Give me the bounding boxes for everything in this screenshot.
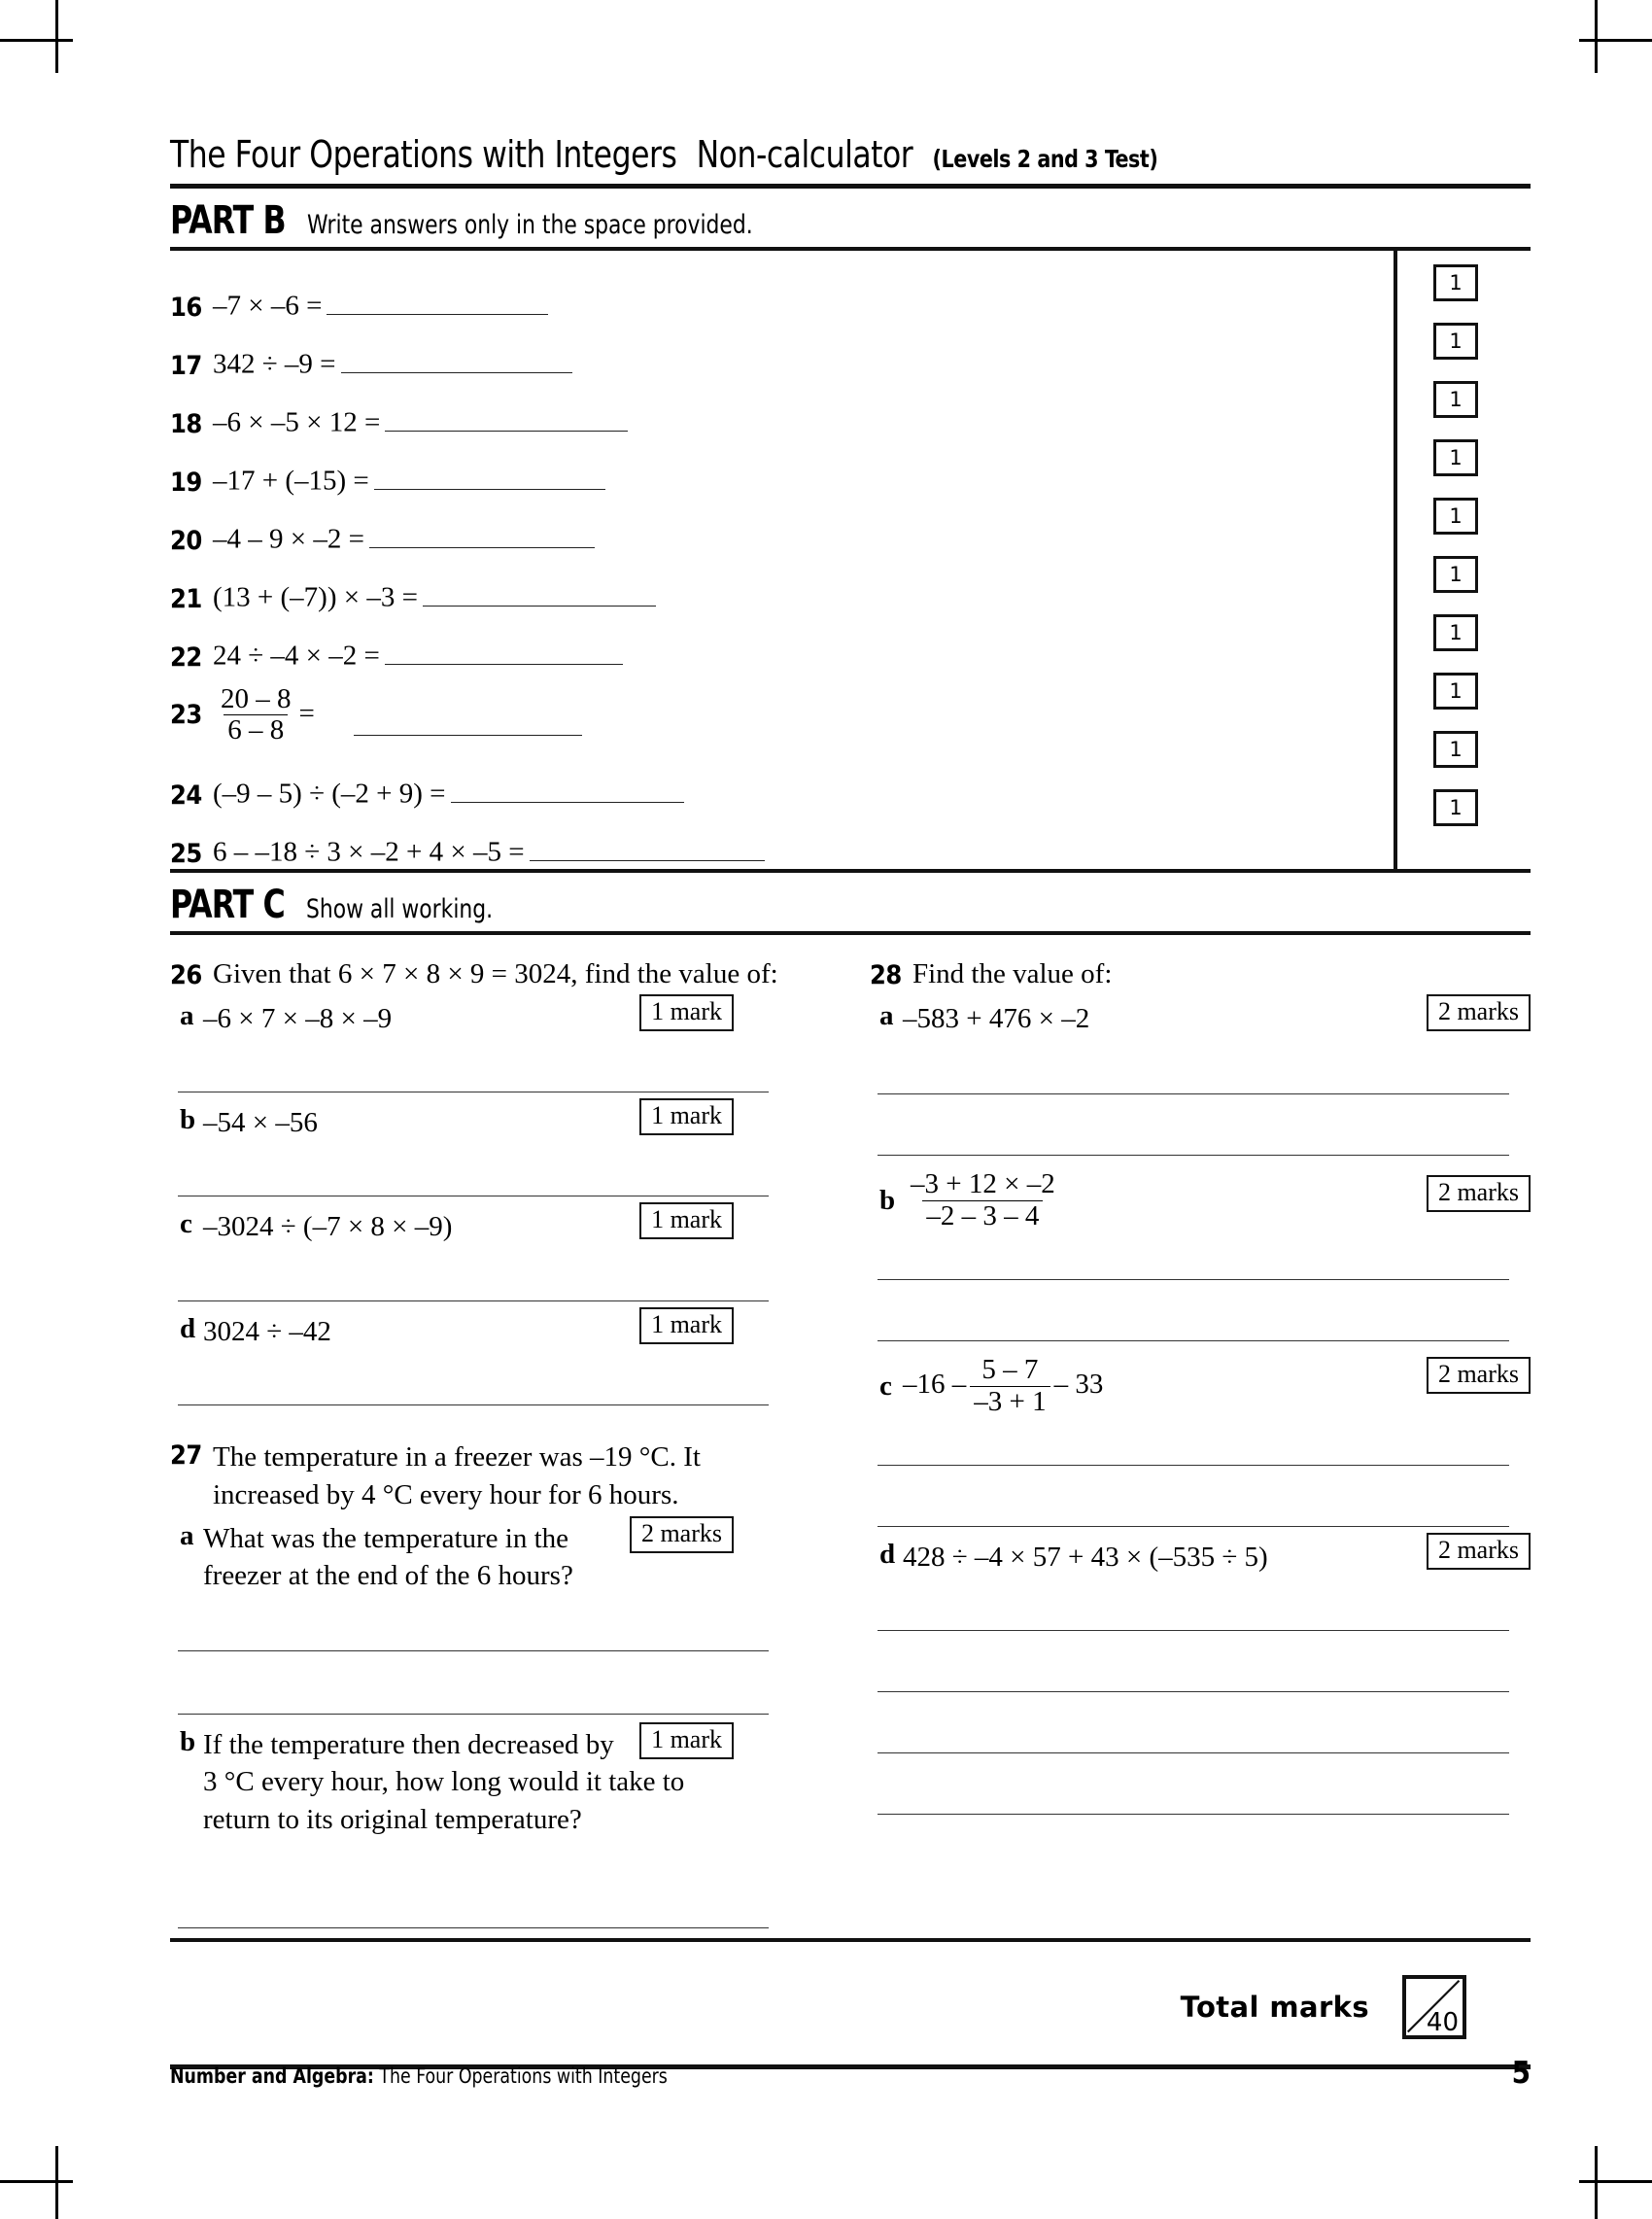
question-number: 24 (170, 780, 202, 811)
fraction (217, 684, 295, 747)
question-number: 26 (170, 959, 202, 990)
part-letter: b (180, 1104, 196, 1136)
mark-box[interactable]: 2 marks (630, 1516, 734, 1553)
question-stem: Find the value of: (912, 957, 1113, 989)
part-letter: c (879, 1370, 892, 1402)
question-28 (870, 958, 1531, 990)
mark-box[interactable]: 2 marks (1427, 1175, 1531, 1212)
answer-line[interactable] (369, 521, 595, 548)
working-line[interactable] (878, 1340, 1509, 1341)
part-c-right-column (870, 945, 1531, 1928)
part-expression: –583 + 476 × –2 (903, 1002, 1090, 1034)
question-26 (170, 958, 831, 990)
question-26-part-a (170, 996, 831, 1037)
working-line[interactable] (878, 1814, 1509, 1815)
fraction-numerator: 5 – 7 (981, 1353, 1039, 1385)
mark-box[interactable]: 1 (1433, 673, 1478, 710)
part-text (203, 1726, 831, 1838)
mark-box[interactable]: 1 (1433, 323, 1478, 360)
answer-line[interactable] (354, 709, 582, 736)
mark-box[interactable]: 1 (1433, 439, 1478, 476)
question-26-part-b (170, 1101, 831, 1141)
fraction-denominator: 6 – 8 (224, 714, 288, 746)
equals-sign: = (298, 697, 315, 729)
question-row (170, 758, 1375, 811)
page-number: 5 (1511, 2056, 1531, 2091)
question-28-part-b (870, 1169, 1531, 1232)
total-marks-label: Total marks (1180, 1991, 1369, 2024)
crop-mark-top-left-vertical (55, 0, 58, 73)
part-expression: 3024 ÷ –42 (203, 1315, 331, 1347)
crop-mark-bottom-left-horizontal (0, 2180, 73, 2183)
question-row (170, 439, 1375, 498)
part-letter: b (180, 1726, 196, 1758)
part-letter: d (180, 1312, 196, 1344)
question-stem: Given that 6 × 7 × 8 × 9 = 3024, find the value of: (213, 957, 778, 989)
question-expression: –6 × –5 × 12 = (213, 404, 628, 439)
question-expression: –4 – 9 × –2 = (213, 521, 595, 556)
question-number: 20 (170, 525, 202, 556)
question-stem-line-2: increased by 4 °C every hour for 6 hours. (213, 1478, 679, 1510)
question-stem-line-1: The temperature in a freezer was –19 °C. It (213, 1440, 701, 1473)
question-28-part-a (870, 996, 1531, 1037)
part-b-mark-column (1433, 264, 1531, 848)
question-27-part-a (170, 1520, 831, 1595)
mark-box[interactable]: 1 mark (639, 1722, 734, 1759)
part-b-question-list (170, 264, 1375, 869)
question-number: 23 (170, 700, 202, 731)
answer-line[interactable] (423, 579, 656, 607)
question-number: 18 (170, 408, 202, 439)
mark-box[interactable]: 2 marks (1427, 994, 1531, 1031)
answer-line[interactable] (530, 834, 765, 861)
part-b-banner (170, 189, 1531, 247)
mark-box[interactable]: 1 (1433, 264, 1478, 301)
question-row (170, 556, 1375, 614)
part-letter: a (879, 999, 894, 1031)
mark-box[interactable]: 1 mark (639, 994, 734, 1031)
part-b-label: PART B (170, 197, 286, 243)
question-row (170, 673, 1375, 758)
title-levels: (Levels 2 and 3 Test) (932, 145, 1158, 173)
question-number: 16 (170, 292, 202, 323)
title-mode: Non-calculator (696, 133, 913, 176)
mark-box[interactable]: 1 (1433, 556, 1478, 593)
page-title (170, 133, 1422, 176)
question-number: 25 (170, 838, 202, 869)
fraction-numerator: –3 + 12 × –2 (911, 1168, 1055, 1200)
question-expression: (–9 – 5) ÷ (–2 + 9) = (213, 776, 684, 811)
question-expression: (13 + (–7)) × –3 = (213, 579, 656, 614)
footer-strand: Number and Algebra: (170, 2064, 374, 2088)
answer-line[interactable] (374, 463, 605, 490)
question-number: 19 (170, 467, 202, 498)
answer-line[interactable] (451, 776, 684, 803)
part-c-instruction: Show all working. (305, 893, 494, 924)
question-number: 17 (170, 350, 202, 381)
working-line[interactable] (178, 1404, 769, 1405)
working-line[interactable] (878, 1630, 1509, 1631)
mark-box[interactable]: 1 (1433, 381, 1478, 418)
working-line[interactable] (178, 1300, 769, 1301)
question-stem (213, 1439, 701, 1514)
question-28-part-d (870, 1535, 1531, 1576)
working-line[interactable] (878, 1691, 1509, 1692)
part-c-banner (170, 873, 1531, 931)
part-expression: –54 × –56 (203, 1107, 318, 1139)
fraction (907, 1169, 1059, 1232)
working-line[interactable] (878, 1465, 1509, 1466)
question-row (170, 498, 1375, 556)
part-letter: c (180, 1208, 192, 1240)
fraction-denominator: –3 + 1 (970, 1386, 1050, 1418)
answer-line[interactable] (385, 638, 623, 665)
question-number: 22 (170, 641, 202, 673)
crop-mark-bottom-right-horizontal (1579, 2180, 1652, 2183)
question-row (170, 381, 1375, 439)
total-marks-box[interactable] (1402, 1975, 1466, 2039)
part-text (203, 1520, 831, 1595)
working-line[interactable] (878, 1526, 1509, 1527)
question-27 (170, 1439, 831, 1514)
part-text-line-3: return to its original temperature? (203, 1803, 582, 1835)
fraction-numerator: 20 – 8 (221, 682, 292, 714)
question-27-part-b (170, 1726, 831, 1838)
footer-topic: The Four Operations with Integers (373, 2064, 668, 2088)
part-b-instruction: Write answers only in the space provided. (306, 209, 753, 240)
mark-box[interactable]: 1 mark (639, 1202, 734, 1239)
working-line[interactable] (878, 1093, 1509, 1094)
expression-prefix: –16 – (903, 1368, 967, 1400)
question-28-part-c (870, 1355, 1531, 1418)
part-expression: –6 × 7 × –8 × –9 (203, 1002, 393, 1034)
working-line[interactable] (878, 1155, 1509, 1156)
answer-line[interactable] (385, 404, 628, 432)
question-expression: –7 × –6 = (213, 288, 548, 323)
part-letter: a (180, 999, 194, 1031)
working-line[interactable] (178, 1650, 769, 1651)
question-row (170, 264, 1375, 323)
working-line[interactable] (878, 1752, 1509, 1753)
title-topic: The Four Operations with Integers (170, 133, 677, 176)
page-footer (170, 2056, 1531, 2091)
question-expression: 24 ÷ –4 × –2 = (213, 638, 623, 673)
question-expression: –17 + (–15) = (213, 463, 605, 498)
part-text-line-2: 3 °C every hour, how long would it take to (203, 1766, 685, 1798)
crop-mark-top-right-vertical (1595, 0, 1598, 73)
question-expression: 342 ÷ –9 = (213, 346, 572, 381)
working-line[interactable] (178, 1927, 769, 1928)
part-expression: 428 ÷ –4 × 57 + 43 × (–535 ÷ 5) (903, 1541, 1268, 1573)
part-letter: a (180, 1519, 194, 1551)
part-c-label: PART C (170, 882, 285, 927)
question-number: 21 (170, 583, 202, 614)
answer-line[interactable] (341, 346, 572, 373)
working-line[interactable] (178, 1714, 769, 1715)
expression-suffix: – 33 (1053, 1368, 1104, 1400)
mark-box[interactable]: 2 marks (1427, 1357, 1531, 1394)
part-text-line-2: freezer at the end of the 6 hours? (203, 1559, 573, 1591)
mark-box[interactable]: 1 (1433, 614, 1478, 651)
question-expression: 6 – –18 ÷ 3 × –2 + 4 × –5 = (213, 834, 765, 869)
mark-box[interactable]: 1 (1433, 789, 1478, 826)
crop-mark-top-right-horizontal (1579, 39, 1652, 42)
total-marks-row (170, 1975, 1531, 2039)
mark-box[interactable]: 1 mark (639, 1307, 734, 1344)
footer-caption (170, 2064, 668, 2088)
mark-box[interactable]: 1 mark (639, 1098, 734, 1135)
question-number: 28 (870, 959, 902, 990)
part-c-body (170, 935, 1531, 1928)
worksheet-page (170, 133, 1531, 2069)
part-c-left-column (170, 945, 831, 1928)
question-number: 27 (170, 1439, 202, 1471)
answer-line[interactable] (327, 288, 548, 315)
fraction-denominator: –2 – 3 – 4 (922, 1200, 1043, 1232)
working-line[interactable] (878, 1279, 1509, 1280)
part-text-line-1: What was the temperature in the (203, 1522, 569, 1554)
part-text-line-1: If the temperature then decreased by (203, 1729, 614, 1761)
part-letter: d (879, 1538, 896, 1570)
part-letter: b (879, 1185, 896, 1217)
question-row (170, 614, 1375, 673)
question-row (170, 811, 1375, 869)
question-26-part-d (170, 1309, 831, 1350)
part-c-bottom-rule (170, 1938, 1531, 1942)
question-expression (213, 684, 582, 747)
part-b-vertical-divider (1394, 251, 1397, 869)
mark-box[interactable]: 1 (1433, 731, 1478, 768)
question-26-part-c (170, 1205, 831, 1245)
question-row (170, 323, 1375, 381)
part-expression: –3024 ÷ (–7 × 8 × –9) (203, 1211, 453, 1243)
mark-box[interactable]: 2 marks (1427, 1533, 1531, 1570)
fraction (970, 1355, 1050, 1418)
mark-box[interactable]: 1 (1433, 498, 1478, 535)
part-b-body (170, 251, 1531, 869)
total-marks-value: 40 (1426, 2008, 1459, 2037)
crop-mark-top-left-horizontal (0, 39, 73, 42)
